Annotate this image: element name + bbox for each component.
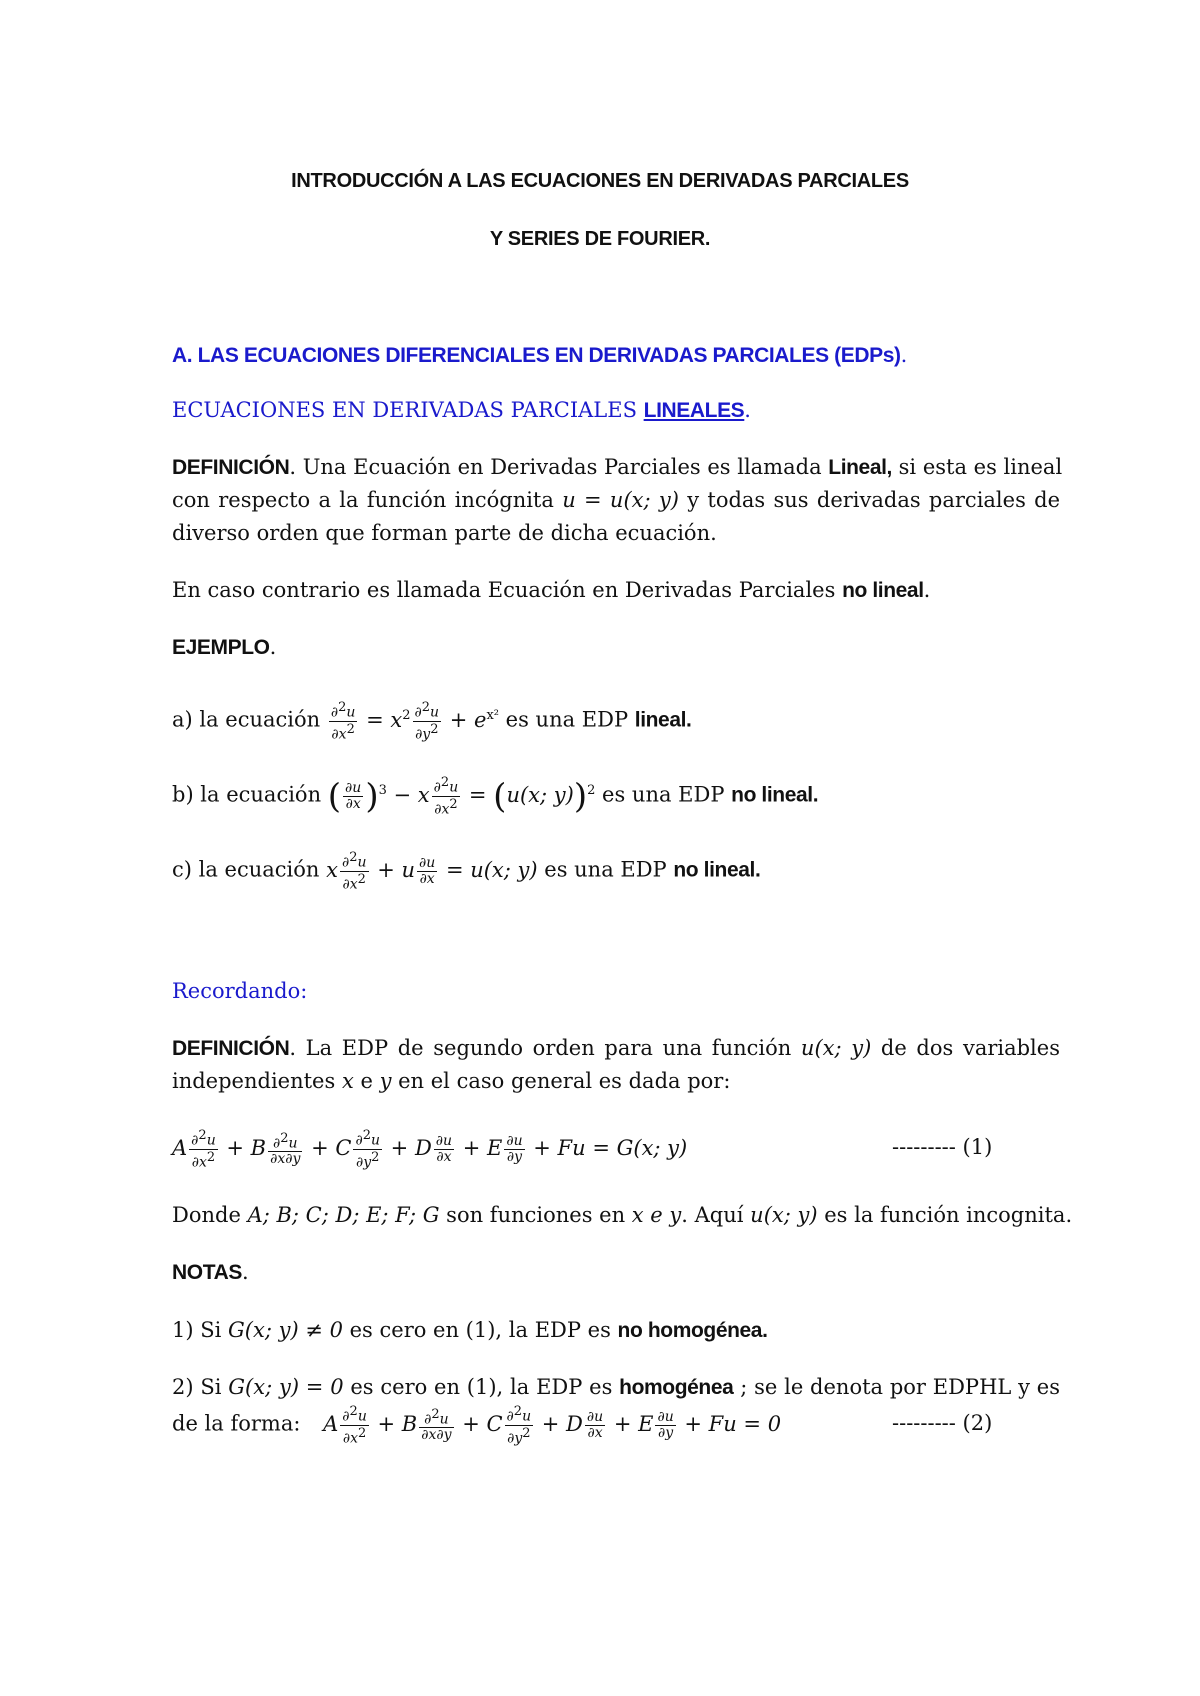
def2-label: DEFINICIÓN (172, 1037, 290, 1060)
def1-line2b: y todas sus derivadas parciales de (678, 488, 1061, 512)
donde-end: es la función incognita. (817, 1203, 1073, 1227)
nota1-mid: es cero en (1), la EDP es (342, 1318, 618, 1342)
equation-1-tag: --------- (1) (892, 1135, 993, 1159)
lineales-prefix: ECUACIONES EN DERIVADAS PARCIALES (172, 398, 644, 422)
def2-formula: u(x; y) (800, 1036, 872, 1060)
def2-line2a: independientes (172, 1069, 342, 1093)
equation-2-tag: --------- (2) (892, 1411, 993, 1435)
ex-c-bold: no lineal. (673, 858, 761, 882)
notas-label: NOTAS (172, 1261, 242, 1284)
equation-2: A $\frac{\partial 2u}{\partial x2}$ + B $\frac{\partial 2u}{\partial x\partial y}$ + C $\frac{\partial 2u}{\partial y2}$ + D $\frac{\partial u}{\partial x}$ + E $\frac{\partial u}{\partial y}$ + Fu = 0 (323, 1404, 782, 1447)
ex-b-post: es una EDP (595, 782, 732, 807)
ejemplo-heading: EJEMPLO. (172, 635, 277, 659)
ex-a-formula: $\frac{\partial 2u}{\partial x2}$ = $x^2$ $\frac{\partial 2u}{\partial y2}$ + $e^{x^2}$ (330, 700, 499, 743)
contrario-text: En caso contrario es llamada Ecuación en Derivadas Parciales (172, 578, 843, 602)
def1-label: DEFINICIÓN (172, 456, 290, 479)
def2-text-1: . La EDP de segundo orden para una función (289, 1036, 801, 1060)
ex-c-post: es una EDP (537, 857, 674, 882)
section-a-title: A. LAS ECUACIONES DIFERENCIALES EN DERIVADAS PARCIALES (EDPs) (172, 344, 901, 367)
donde-post: . Aquí (681, 1203, 751, 1227)
equation-1: A $\frac{\partial 2u}{\partial x2}$ + B $\frac{\partial 2u}{\partial x\partial y}$ + C $\frac{\partial 2u}{\partial y2}$ + D $\frac{\partial u}{\partial x}$ + E $\frac{\partial u}{\partial y}$ + Fu = G(x; y) (172, 1128, 688, 1171)
contrario-bold: no lineal (842, 579, 924, 602)
section-a-heading: A. LAS ECUACIONES DIFERENCIALES EN DERIVADAS PARCIALES (EDPs). (172, 343, 908, 367)
title-line-2: Y SERIES DE FOURIER. (489, 228, 711, 250)
donde-pre: Donde (172, 1203, 248, 1227)
nota2-bold: homogénea (619, 1376, 734, 1399)
def1-text-2: si esta es lineal (891, 455, 1063, 479)
nota2-mid: es cero en (1), la EDP es (343, 1375, 620, 1399)
def2-line2b: e (353, 1069, 380, 1093)
example-a (172, 700, 1060, 742)
nota-1: 1) Si G(x; y) ≠ 0 es cero en (1), la EDP es no homogénea. (172, 1318, 768, 1342)
lineales-heading: ECUACIONES EN DERIVADAS PARCIALES LINEALES. (172, 398, 751, 422)
nota2-line2: de la forma: (172, 1411, 301, 1436)
ex-a-pre: a) la ecuación (172, 707, 327, 732)
lineales-word: LINEALES (643, 399, 745, 422)
ex-c-formula: x $\frac{\partial 2u}{\partial x2}$ + u $\frac{\partial u}{\partial x}$ = u(x; y) (326, 850, 538, 893)
nota1-bold: no homogénea. (617, 1319, 768, 1342)
contrario-line: En caso contrario es llamada Ecuación en Derivadas Parciales no lineal. (172, 578, 931, 602)
def2-line-1 (172, 1033, 1060, 1064)
ex-a-bold: lineal. (634, 708, 692, 732)
def1-line-3: diverso orden que forman parte de dicha ecuación. (172, 521, 717, 545)
def2-line2c: en el caso general es dada por: (391, 1069, 731, 1093)
notas-heading: NOTAS. (172, 1260, 249, 1284)
def1-formula: u = u(x; y) (562, 488, 679, 512)
def1-text-1: . Una Ecuación en Derivadas Parciales es llamada (289, 455, 829, 479)
ex-b-formula: ( $\frac{\partial u}{\partial x}$ )$^3$ − x $\frac{\partial 2u}{\partial x2}$ = (u(x; y))$^2$ (327, 775, 596, 818)
ex-a-post: es una EDP (498, 707, 635, 732)
def1-line-2 (172, 485, 1060, 515)
donde-mid: son funciones en (439, 1203, 632, 1227)
nota-2-line-1: 2) Si G(x; y) = 0 es cero en (1), la EDP es homogénea ; se le denota por EDPHL y es (172, 1375, 1060, 1399)
ex-c-pre: c) la ecuación (172, 857, 327, 882)
ex-b-bold: no lineal. (731, 783, 819, 807)
nota-2-line-2 (172, 1404, 872, 1446)
def1-line2a: con respecto a la función incógnita (172, 488, 563, 512)
nota1-pre: 1) Si (172, 1318, 229, 1342)
def2-line-2: independientes x e y en el caso general es dada por: (172, 1069, 731, 1093)
def1-lineal: Lineal, (828, 456, 892, 479)
ex-b-pre: b) la ecuación (172, 782, 328, 807)
def2-text-2: de dos variables (871, 1036, 1060, 1060)
ejemplo-label: EJEMPLO (172, 636, 270, 659)
nota2-pre: 2) Si (172, 1375, 229, 1399)
title-line-1: INTRODUCCIÓN A LAS ECUACIONES EN DERIVADAS PARCIALES (291, 170, 909, 192)
recordando-heading: Recordando: (172, 979, 308, 1003)
example-b (172, 775, 1060, 817)
nota2-post: ; se le denota por EDPHL y es (733, 1375, 1060, 1399)
donde-line: Donde A; B; C; D; E; F; G son funciones en x e y. Aquí u(x; y) es la función incognita. (172, 1203, 1073, 1227)
def1-line-1 (172, 452, 1063, 483)
example-c (172, 850, 1060, 892)
